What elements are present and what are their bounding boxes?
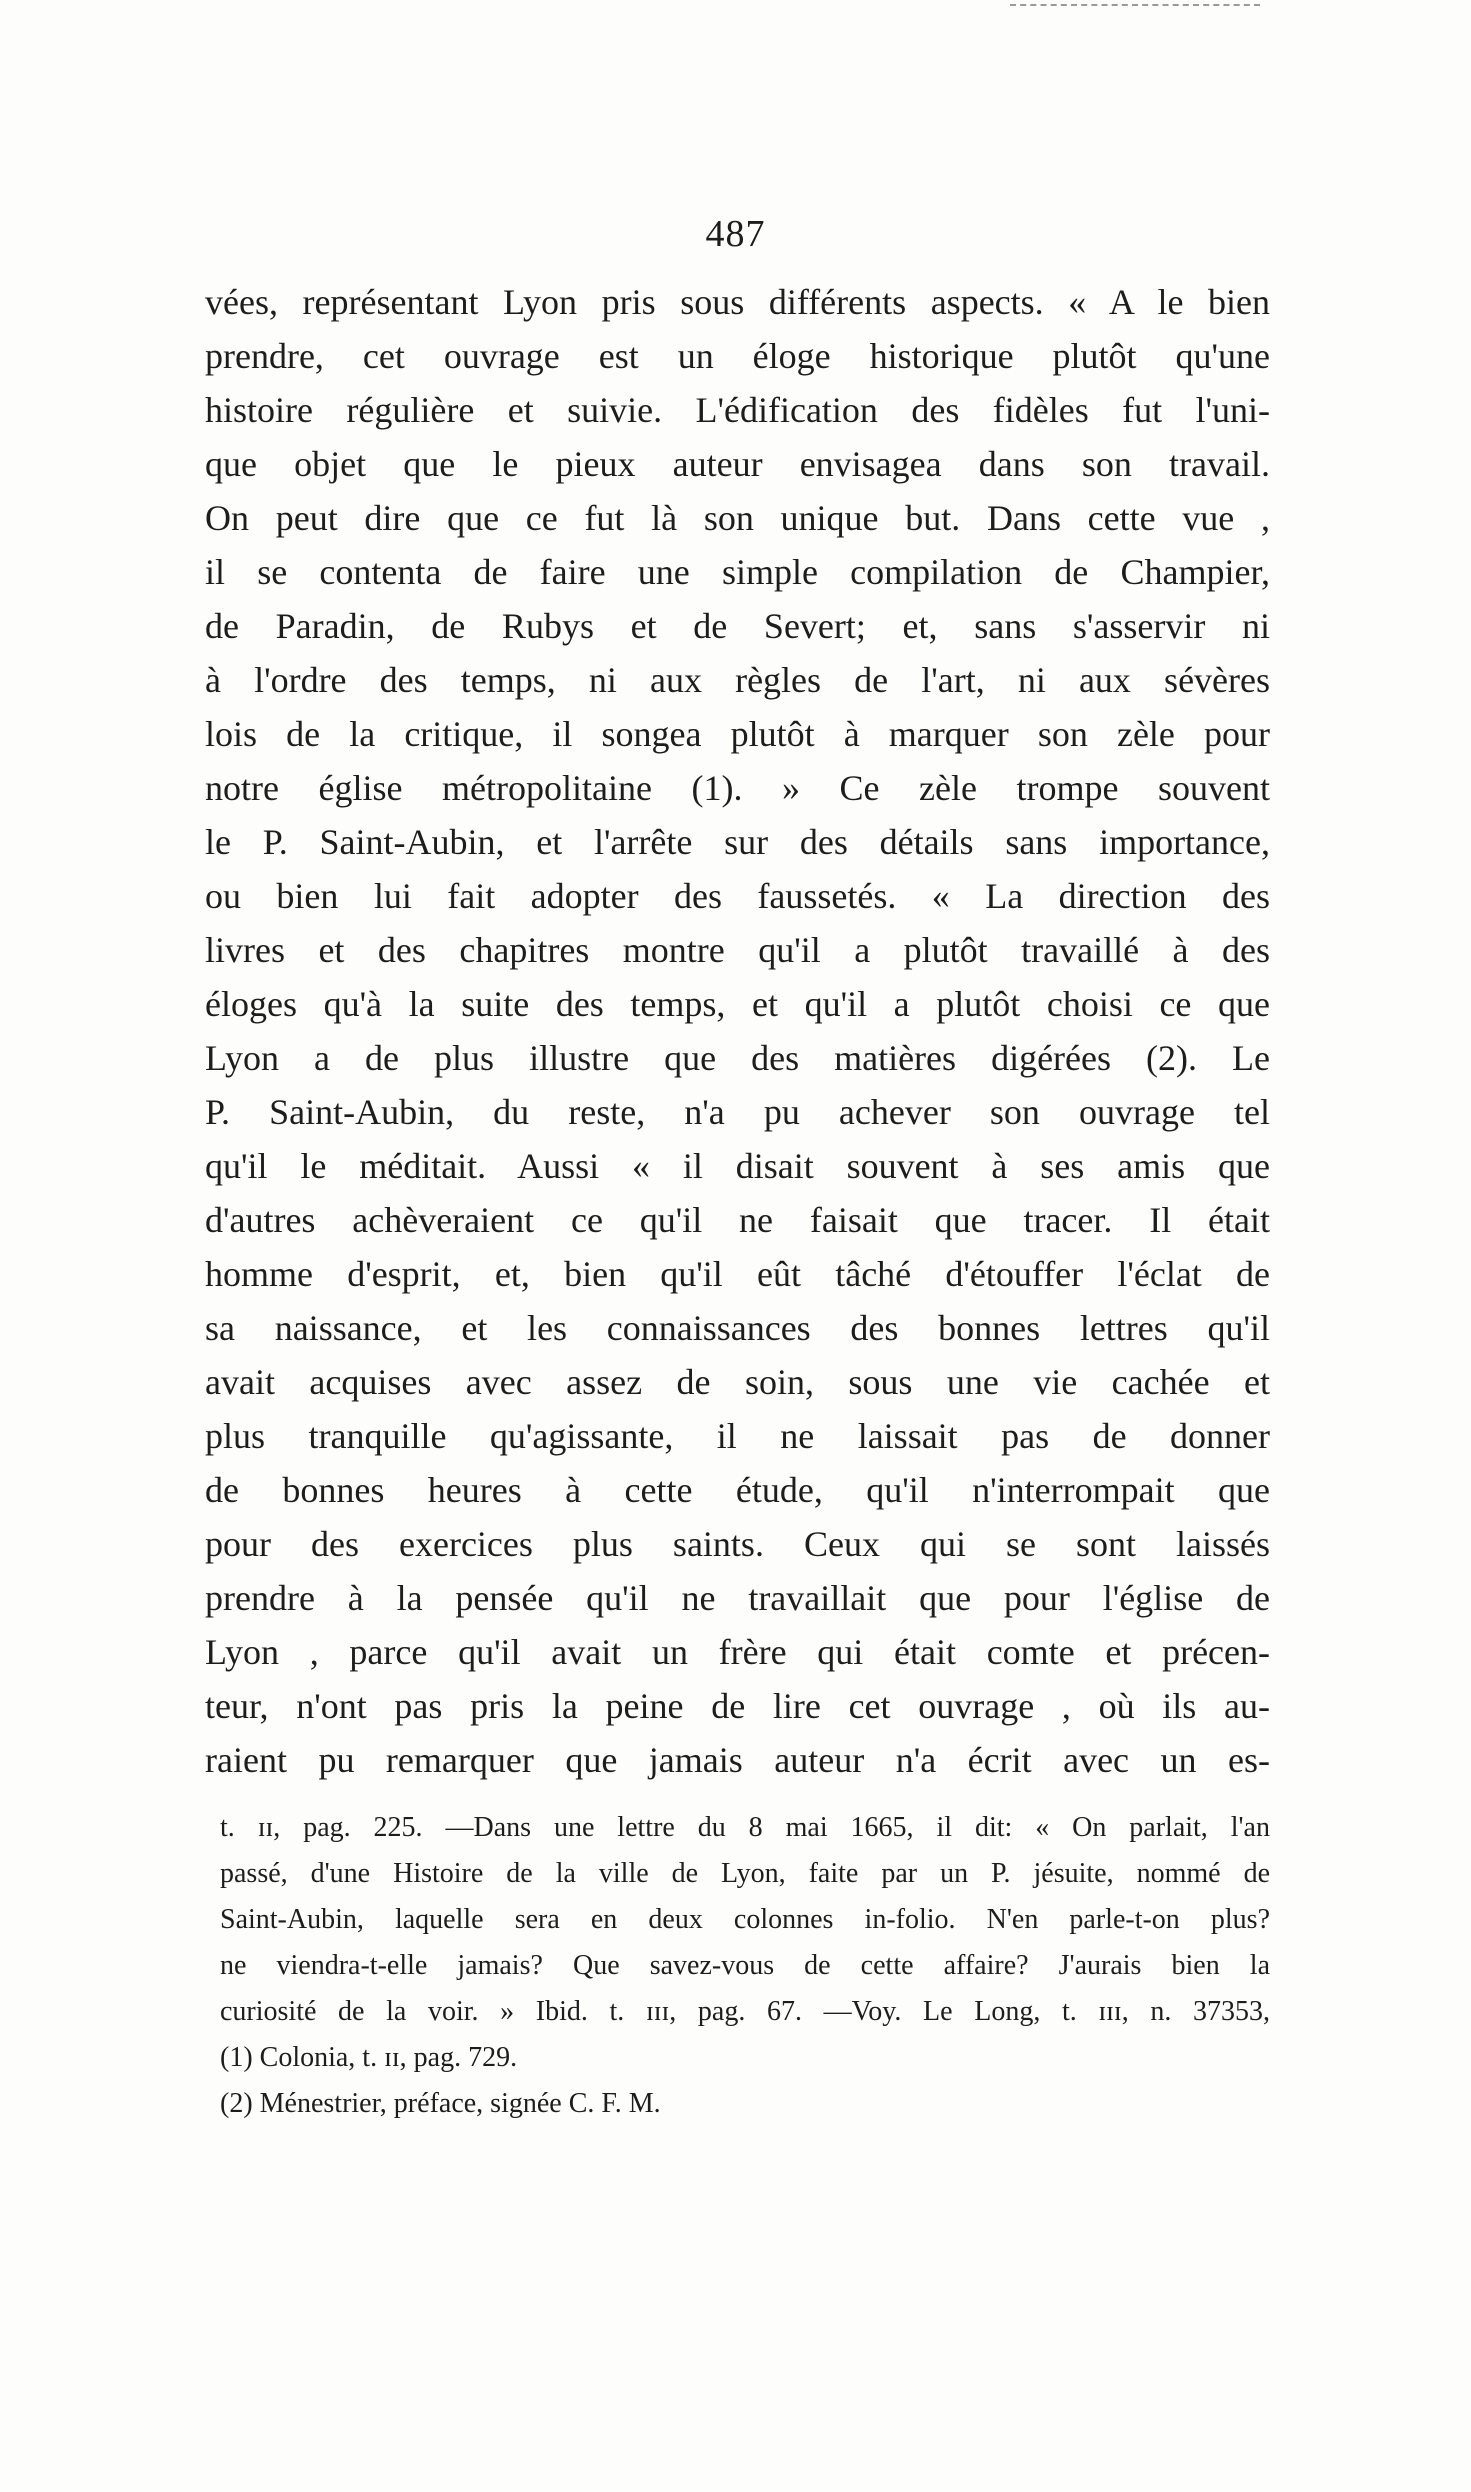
body-line: Lyon a de plus illustre que des matières digérées (2). Le [205, 1038, 1270, 1078]
body-line: de bonnes heures à cette étude, qu'il n'interrompait que [205, 1470, 1270, 1510]
body-line: éloges qu'à la suite des temps, et qu'il a plutôt choisi ce que [205, 984, 1270, 1024]
body-line: vées, représentant Lyon pris sous différents aspects. « A le bien [205, 282, 1270, 322]
body-line: histoire régulière et suivie. L'édification des fidèles fut l'uni- [205, 390, 1270, 430]
footnote-2: (2) Ménestrier, préface, signée C. F. M. [220, 2088, 661, 2119]
body-line: Lyon , parce qu'il avait un frère qui était comte et précen- [205, 1632, 1270, 1672]
body-line: pour des exercices plus saints. Ceux qui se sont laissés [205, 1524, 1270, 1564]
body-line: que objet que le pieux auteur envisagea dans son travail. [205, 444, 1270, 484]
footnote-continuation-line: ne viendra-t-elle jamais? Que savez-vous de cette affaire? J'aurais bien la [220, 1950, 1270, 1981]
footnote-continuation-line: Saint-Aubin, laquelle sera en deux colonnes in-folio. N'en parle-t-on plus? [220, 1904, 1270, 1935]
top-edge-rule [1010, 4, 1260, 6]
footnote-continuation-line: t. ɪɪ, pag. 225. —Dans une lettre du 8 mai 1665, il dit: « On parlait, l'an [220, 1812, 1270, 1843]
body-line: homme d'esprit, et, bien qu'il eût tâché d'étouffer l'éclat de [205, 1254, 1270, 1294]
body-line: à l'ordre des temps, ni aux règles de l'art, ni aux sévères [205, 660, 1270, 700]
body-line: notre église métropolitaine (1). » Ce zèle trompe souvent [205, 768, 1270, 808]
body-line: lois de la critique, il songea plutôt à marquer son zèle pour [205, 714, 1270, 754]
body-line: qu'il le méditait. Aussi « il disait souvent à ses amis que [205, 1146, 1270, 1186]
footnote-continuation-line: curiosité de la voir. » Ibid. t. ɪɪɪ, pag. 67. —Voy. Le Long, t. ɪɪɪ, n. 37353, [220, 1996, 1270, 2027]
body-line: teur, n'ont pas pris la peine de lire cet ouvrage , où ils au- [205, 1686, 1270, 1726]
footnote-continuation-line: passé, d'une Histoire de la ville de Lyon, faite par un P. jésuite, nommé de [220, 1858, 1270, 1889]
body-line: livres et des chapitres montre qu'il a plutôt travaillé à des [205, 930, 1270, 970]
body-line: prendre, cet ouvrage est un éloge historique plutôt qu'une [205, 336, 1270, 376]
body-line: prendre à la pensée qu'il ne travaillait que pour l'église de [205, 1578, 1270, 1618]
body-line: il se contenta de faire une simple compilation de Champier, [205, 552, 1270, 592]
body-text [205, 275, 1270, 1787]
body-line: avait acquises avec assez de soin, sous une vie cachée et [205, 1362, 1270, 1402]
body-line: le P. Saint-Aubin, et l'arrête sur des détails sans importance, [205, 822, 1270, 862]
body-line: ou bien lui fait adopter des faussetés. « La direction des [205, 876, 1270, 916]
body-line: raient pu remarquer que jamais auteur n'a écrit avec un es- [205, 1740, 1270, 1780]
body-line: P. Saint-Aubin, du reste, n'a pu achever son ouvrage tel [205, 1092, 1270, 1132]
body-line: de Paradin, de Rubys et de Severt; et, sans s'asservir ni [205, 606, 1270, 646]
page-number: 487 [705, 213, 766, 255]
body-line: d'autres achèveraient ce qu'il ne faisait que tracer. Il était [205, 1200, 1270, 1240]
footnote-1: (1) Colonia, t. ɪɪ, pag. 729. [220, 2042, 518, 2073]
body-line: sa naissance, et les connaissances des bonnes lettres qu'il [205, 1308, 1270, 1348]
body-line: On peut dire que ce fut là son unique but. Dans cette vue , [205, 498, 1270, 538]
footnotes [220, 1805, 1270, 2127]
body-line: plus tranquille qu'agissante, il ne laissait pas de donner [205, 1416, 1270, 1456]
